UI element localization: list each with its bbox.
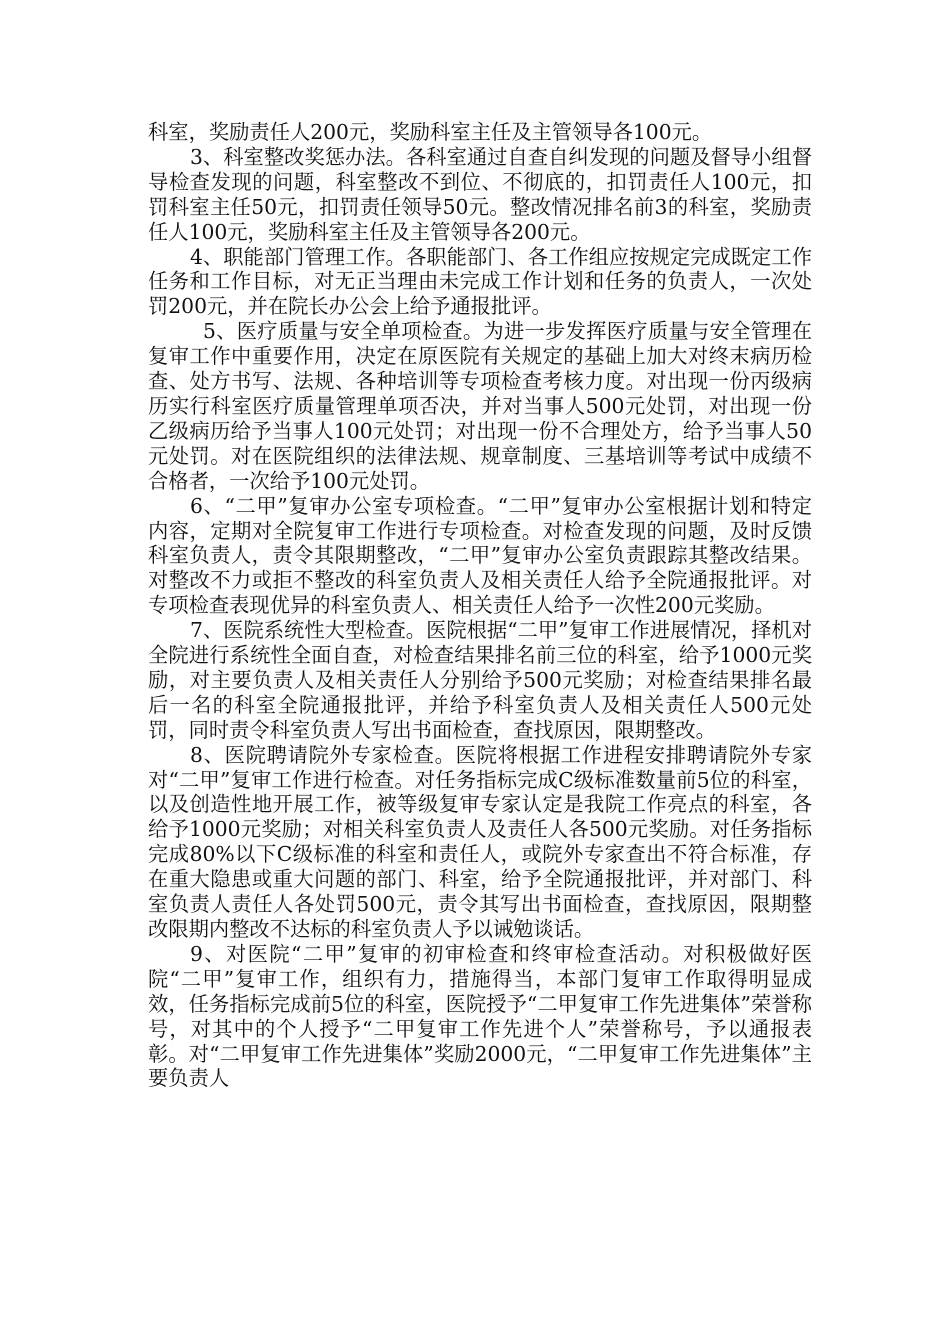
paragraph-item-4: 4、职能部门管理工作。各职能部门、各工作组应按规定完成既定工作任务和工作目标，对无正当理由未完成工作计划和任务的负责人，一次处罚200元，并在院长办公会上给予通报批评。 bbox=[148, 244, 812, 319]
paragraph-continuation: 科室，奖励责任人200元，奖励科室主任及主管领导各100元。 bbox=[148, 120, 713, 144]
paragraph-item-7: 7、医院系统性大型检查。医院根据“二甲”复审工作进展情况，择机对全院进行系统性全面自查，对检查结果排名前三位的科室，给予1000元奖励，对主要负责人及相关责任人分别给予500元奖励；对检查结果排名最后一名的科室全院通报批评，并给予科室负责人及相关责任人500元处罚，同时责令科室负责人写出书面检查，查找原因，限期整改。 bbox=[148, 618, 812, 742]
paragraph-item-5: 5、医疗质量与安全单项检查。为进一步发挥医疗质量与安全管理在复审工作中重要作用，决定在原医院有关规定的基础上加大对终末病历检查、处方书写、法规、各种培训等专项检查考核力度。对出现一份丙级病历实行科室医疗质量管理单项否决，并对当事人500元处罚，对出现一份乙级病历给予当事人100元处罚；对出现一份不合理处方，给予当事人50元处罚。对在医院组织的法律法规、规章制度、三基培训等考试中成绩不合格者，一次给予100元处罚。 bbox=[148, 319, 812, 493]
paragraph-item-9: 9、对医院“二甲”复审的初审检查和终审检查活动。对积极做好医院“二甲”复审工作，组织有力，措施得当，本部门复审工作取得明显成效，任务指标完成前5位的科室，医院授予“二甲复审工作先进集体”荣誉称号，对其中的个人授予“二甲复审工作先进个人”荣誉称号，予以通报表彰。对“二甲复审工作先进集体”奖励2000元，“二甲复审工作先进集体”主要负责人 bbox=[148, 941, 812, 1091]
paragraph-item-3: 3、科室整改奖惩办法。各科室通过自查自纠发现的问题及督导小组督导检查发现的问题，科室整改不到位、不彻底的，扣罚责任人100元，扣罚科室主任50元，扣罚责任领导50元。整改情况排名前3的科室，奖励责任人100元，奖励科室主任及主管领导各200元。 bbox=[148, 144, 812, 244]
paragraph-item-6: 6、“二甲”复审办公室专项检查。“二甲”复审办公室根据计划和特定内容，定期对全院复审工作进行专项检查。对检查发现的问题，及时反馈科室负责人，责令其限期整改，“二甲”复审办公室负责跟踪其整改结果。对整改不力或拒不整改的科室负责人及相关责任人给予全院通报批评。对专项检查表现优异的科室负责人、相关责任人给予一次性200元奖励。 bbox=[148, 493, 812, 618]
paragraph-item-8: 8、医院聘请院外专家检查。医院将根据工作进程安排聘请院外专家对“二甲”复审工作进行检查。对任务指标完成C级标准数量前5位的科室，以及创造性地开展工作，被等级复审专家认定是我院工作亮点的科室，各给予1000元奖励；对相关科室负责人及责任人各500元奖励。对任务指标完成80%以下C级标准的科室和责任人，或院外专家查出不符合标准，存在重大隐患或重大问题的部门、科室，给予全院通报批评，并对部门、科室负责人责任人各处罚500元，责令其写出书面检查，查找原因，限期整改限期内整改不达标的科室负责人予以诫勉谈话。 bbox=[148, 742, 812, 941]
document-page bbox=[148, 120, 812, 1091]
